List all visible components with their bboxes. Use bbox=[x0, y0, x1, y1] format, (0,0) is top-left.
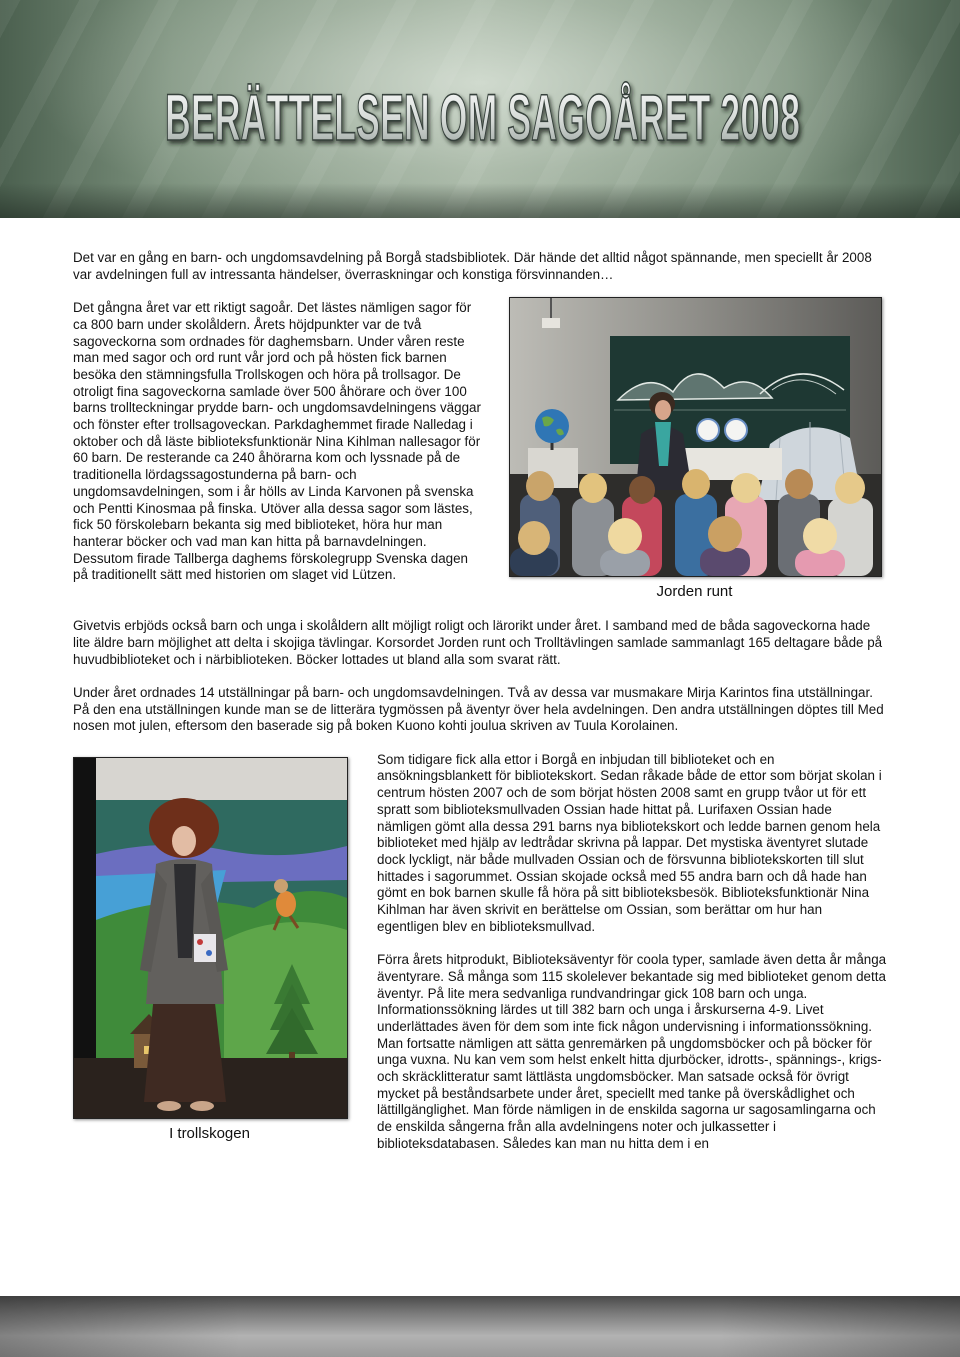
storytime-text-column bbox=[73, 300, 483, 584]
storytime-section bbox=[73, 300, 888, 601]
storytime-paragraph: Det gångna året var ett riktigt sagoår. Det lästes nämligen sagor för ca 800 barn under skolåldern. Årets höjdpunkter var de två sagoveckorna som ordnades för daghemsbarn. Under våren reste man med sagor och ord runt vår jord och på hösten fick barnen besöka den stämningsfulla Trollskogen och höra på trollsagor. De otroligt fina sagoveckorna samlade över 500 åhörare och över 100 barns trollteckningar prydde barn- och ungdomsavdelningens väggar och fönster efter trollsagoveckan. Parkdaghemmet firade Nalledag i oktober och då läste biblioteksfunktionär Nina Kihlman nallesagor för 60 barn. De resterande ca 240 åhörarna kom och lyssnade på de traditionella lördagssagostunderna på barn- och ungdomsavdelningen, som i år hölls av Linda Karvonen på svenska och Pentti Kinosmaa på finska. Utöver alla dessa sagor som lästes, fick 50 förskolebarn bekanta sig med biblioteket, höra hur man hanterar böcker och vad man kan hitta på barnavdelningen. Dessutom firade Tallberga daghems förskolegrupp Svenska dagen på traditionellt sätt med historien om slaget vid Lützen. bbox=[73, 300, 481, 583]
photo-trollskogen bbox=[73, 757, 348, 1119]
article-body bbox=[73, 250, 888, 1169]
painted-backdrop bbox=[96, 758, 347, 1058]
ossian-paragraph: Som tidigare fick alla ettor i Borgå en inbjudan till biblioteket och en ansökningsblankett för bibliotekskort. Sedan råkade både de ettor som börjat skolan i centrum hösten 2007 och de som börjat hösten 2008 samt en grupp tvåor ut för ett spratt som biblioteksmullvaden Ossian hade hittat på. Lurifaxen Ossian hade nämligen gömt alla dessa 291 barns nya bibliotekskort och ledde barnen genom hela biblioteket med hjälp av ledtrådar skrivna på lappar. Det mystiska äventyret slutade dock lyckligt, när både mullvaden Ossian och de försvunna bibliotekskorten till slut hittades i sagorummet. Ossian skojade också med 55 andra barn och då hade han gömt en bok barnen skulle få höra på sitt biblioteksbesök. Biblioteksfunktionär Nina Kihlman har även skrivit en berättelse om Ossian, som berättar om hur han egentligen blev en biblioteksmullvad. bbox=[377, 751, 882, 934]
exhibitions-paragraph: Under året ordnades 14 utställningar på barn- och ungdomsavdelningen. Två av dessa var musmakare Mirja Karintos fina utställningar. På den ena utställningen kunde man se de litterära tygmössen på äventyr över hela avdelningen. Den andra utställningen döptes till Med nosen mot julen, eftersom den baserade sig på boken Kuono kohti joulua skriven av Tuula Korolainen. bbox=[73, 684, 884, 734]
library-visits-section bbox=[73, 752, 888, 1170]
intro-paragraph: Det var en gång en barn- och ungdomsavdelning på Borgå stadsbibliotek. Där hände det alltid något spännande, men speciellt år 2008 var avdelningen full av intressanta händelser, överraskningar och konstiga försvinnanden… bbox=[73, 250, 872, 282]
photo-figure-trollskogen bbox=[73, 757, 346, 1143]
header-banner bbox=[0, 0, 960, 218]
library-adventure-paragraph: Förra årets hitprodukt, Biblioteksäventyr för coola typer, samlade även detta år många äventyrare. Så många som 115 skolelever bekantade sig med biblioteket genom detta äventyr. På lite mera sedvanliga rundvandringar gick 108 barn och unga. Informationssökning lärdes ut till 382 barn och unga i årskurserna 4-9. Livet underlättades även för dem som inte fick någon undervisning i informationssökning. Man fortsatte nämligen att sätta genremärken på ungdomsböcker och på böcker för unga vuxna. Nu kan vem som helst enkelt hitta djurböcker, idrotts-, spännings-, krigs- och skräcklitteratur samt lättlästa ungdomsböcker. Man satsade också för övrigt mycket på beståndsarbete under året, speciellt med tanke på överskådlighet och lättillgänglighet. Man förde nämligen in de enskilda sagorna ur sagosamlingarna och de enskilda sångerna från alla avdelningens noter och julkassetter i biblioteksdatabasen. Således kan man nu hitta dem i en bbox=[377, 952, 887, 1151]
library-visits-text-column bbox=[377, 752, 887, 1170]
competitions-paragraph: Givetvis erbjöds också barn och unga i skolåldern allt möjligt roligt och lärorikt under året. I samband med de båda sagoveckorna hade lite äldre barn möjlighet att delta i skojiga tävlingar. Korsordet Jorden runt och Trolltävlingen samlade sammanlagt 165 deltagare både på huvudbiblioteket och i närbiblioteken. Böcker lottades ut bland alla som svarat rätt. bbox=[73, 618, 883, 667]
photo-figure-jorden-runt bbox=[509, 297, 880, 601]
page-title-graphic bbox=[0, 0, 960, 218]
footer-bar bbox=[0, 1296, 960, 1357]
photo-jorden-runt bbox=[509, 297, 882, 577]
photo-caption-trollskogen: I trollskogen bbox=[169, 1124, 250, 1142]
page-title: BERÄTTELSEN OM SAGOÅRET 2008 bbox=[165, 80, 800, 154]
photo-caption-jorden-runt: Jorden runt bbox=[656, 583, 733, 601]
